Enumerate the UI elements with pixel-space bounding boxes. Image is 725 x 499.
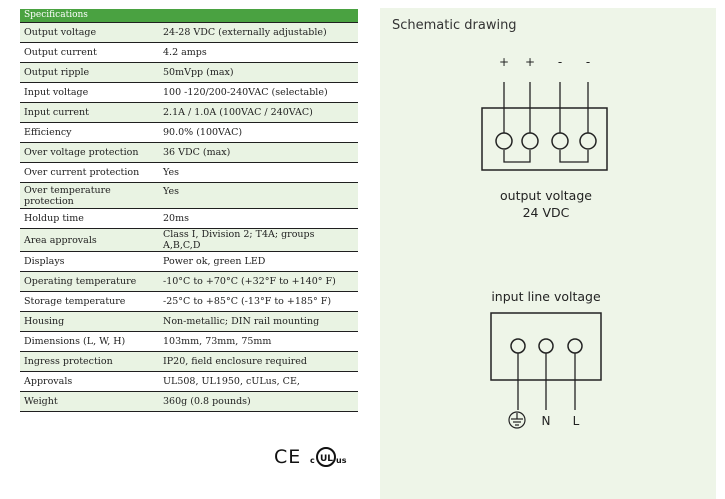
polarity-3: - — [557, 55, 563, 69]
table-row — [20, 372, 358, 392]
output-voltage-line2: 24 VDC — [522, 205, 570, 220]
spec-label: Output ripple — [20, 63, 159, 83]
spec-value: 100 -120/200-240VAC (selectable) — [159, 83, 358, 103]
spec-value: Class I, Division 2; T4A; groups A,B,C,D — [159, 229, 358, 252]
spec-value: 90.0% (100VAC) — [159, 123, 358, 143]
spec-label: Input voltage — [20, 83, 159, 103]
spec-value: -25°C to +85°C (-13°F to +185° F) — [159, 292, 358, 312]
ground-icon — [509, 412, 525, 428]
polarity-2: + — [524, 55, 536, 69]
spec-value: 103mm, 73mm, 75mm — [159, 332, 358, 352]
spec-value: IP20, field enclosure required — [159, 352, 358, 372]
table-row — [20, 312, 358, 332]
spec-value: Power ok, green LED — [159, 252, 358, 272]
spec-label: Area approvals — [20, 229, 159, 252]
spec-label: Over current protection — [20, 163, 159, 183]
spec-value: Yes — [159, 183, 358, 209]
spec-value: UL508, UL1950, cULus, CE, — [159, 372, 358, 392]
spec-value: 20ms — [159, 209, 358, 229]
spec-label: Approvals — [20, 372, 159, 392]
spec-label: Input current — [20, 103, 159, 123]
input-wires — [518, 353, 575, 410]
spec-label: Operating temperature — [20, 272, 159, 292]
ce-mark: CE — [274, 446, 302, 468]
input-schematic — [380, 8, 716, 499]
table-row — [20, 123, 358, 143]
input-terminal-screws — [511, 339, 582, 353]
spec-value: 2.1A / 1.0A (100VAC / 240VAC) — [159, 103, 358, 123]
table-row — [20, 143, 358, 163]
table-row — [20, 43, 358, 63]
schematic-panel — [380, 8, 716, 499]
terminal-l-label: L — [572, 414, 580, 428]
spec-value: Yes — [159, 163, 358, 183]
polarity-4: - — [585, 55, 591, 69]
ul-c-mark: c — [310, 456, 315, 465]
spec-label: Storage temperature — [20, 292, 159, 312]
spec-value: 4.2 amps — [159, 43, 358, 63]
spec-label: Weight — [20, 392, 159, 412]
spec-value: 24-28 VDC (externally adjustable) — [159, 23, 358, 43]
ul-us-mark: us — [336, 456, 347, 465]
table-row — [20, 332, 358, 352]
table-row — [20, 292, 358, 312]
table-row — [20, 63, 358, 83]
table-row — [20, 252, 358, 272]
output-voltage-line1: output voltage — [500, 188, 592, 203]
table-row — [20, 229, 358, 252]
table-row — [20, 272, 358, 292]
spec-label: Displays — [20, 252, 159, 272]
spec-value: 50mVpp (max) — [159, 63, 358, 83]
spec-value: -10°C to +70°C (+32°F to +140° F) — [159, 272, 358, 292]
table-row — [20, 83, 358, 103]
table-header — [20, 9, 358, 23]
spec-label: Output voltage — [20, 23, 159, 43]
specifications-title: Specifications — [20, 9, 358, 23]
certification-marks — [272, 443, 362, 469]
table-row — [20, 163, 358, 183]
table-row — [20, 352, 358, 372]
terminal-n-label: N — [541, 414, 551, 428]
spec-label: Dimensions (L, W, H) — [20, 332, 159, 352]
spec-label: Holdup time — [20, 209, 159, 229]
spec-value: Non-metallic; DIN rail mounting — [159, 312, 358, 332]
spec-value: 36 VDC (max) — [159, 143, 358, 163]
specifications-table — [20, 9, 358, 412]
table-row — [20, 392, 358, 412]
polarity-1: + — [498, 55, 510, 69]
spec-label: Ingress protection — [20, 352, 159, 372]
spec-label: Over voltage protection — [20, 143, 159, 163]
ul-mark: UL — [320, 454, 334, 464]
spec-label: Over temperature protection — [20, 183, 159, 209]
table-row — [20, 209, 358, 229]
schematic-title: Schematic drawing — [392, 18, 517, 33]
spec-label: Output current — [20, 43, 159, 63]
table-row — [20, 183, 358, 209]
spec-label: Efficiency — [20, 123, 159, 143]
table-row — [20, 23, 358, 43]
input-line-voltage-label: input line voltage — [491, 289, 601, 304]
spec-label: Housing — [20, 312, 159, 332]
spec-value: 360g (0.8 pounds) — [159, 392, 358, 412]
table-row — [20, 103, 358, 123]
